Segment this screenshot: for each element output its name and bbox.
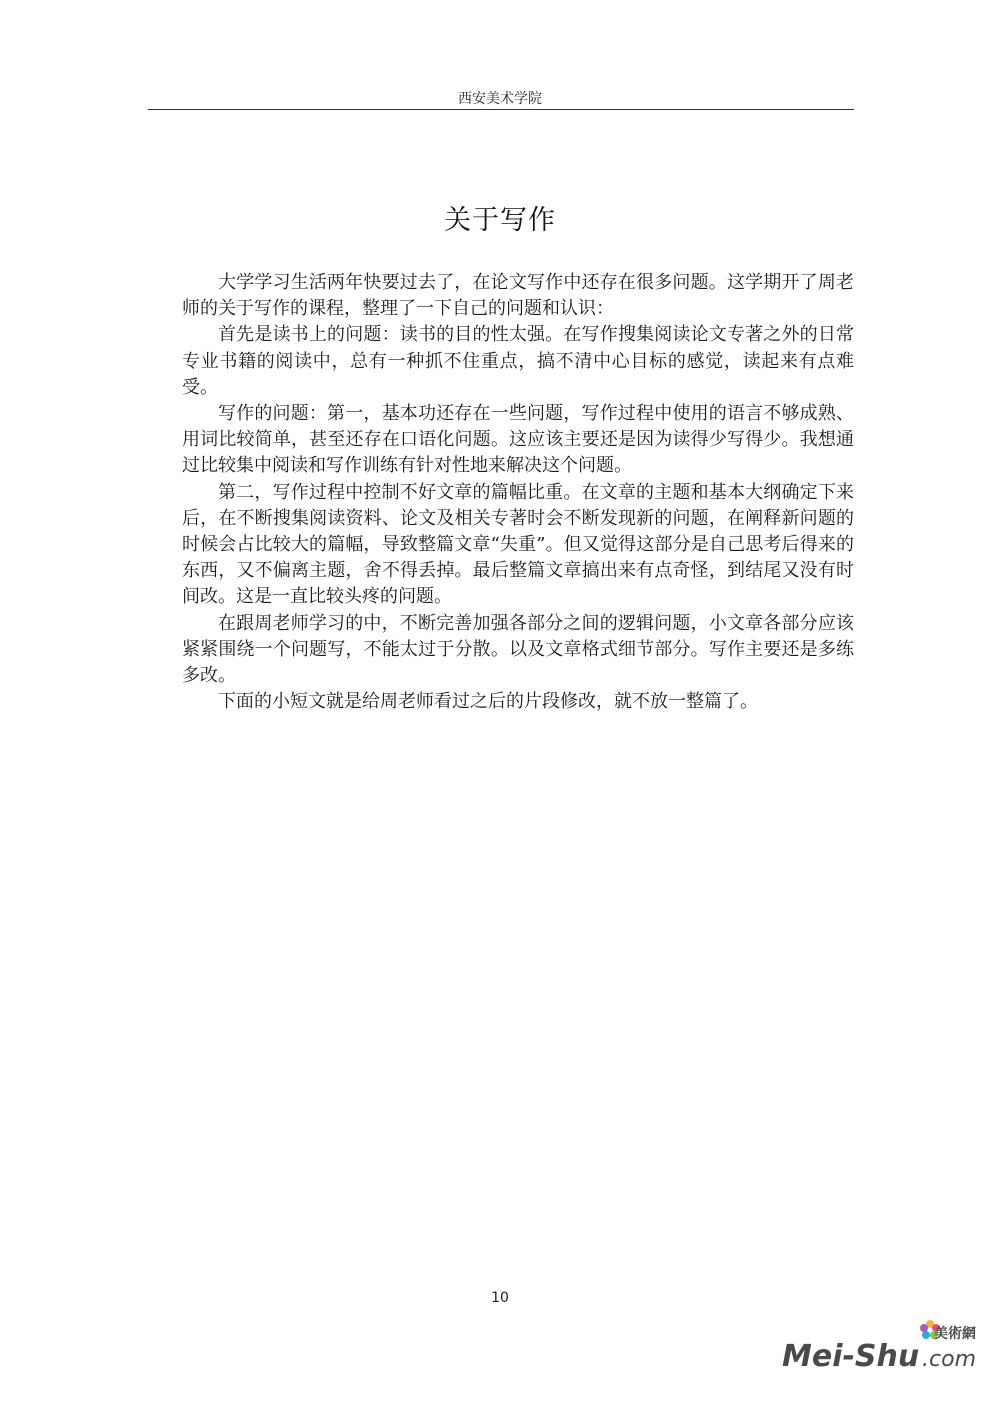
paragraph: 下面的小短文就是给周老师看过之后的片段修改，就不放一整篇了。 (218, 691, 758, 713)
paragraph: 在跟周老师学习的中，不断完善加强各部分之间的逻辑问题，小文章各部分应该紧紧围绕一个问题写，不能太过于分散。以及文章格式细节部分。写作主要还是多练多改。 (182, 612, 854, 687)
paragraph: 首先是读书上的问题：读书的目的性太强。在写作搜集阅读论文专著之外的日常专业书籍的阅读中，总有一种抓不住重点，搞不清中心目标的感觉，读起来有点难受。 (182, 324, 854, 398)
paragraph: 第二，写作过程中控制不好文章的篇幅比重。在文章的主题和基本大纲确定下来后，在不断搜集阅读资料、论文及相关专著时会不断发现新的问题，在阐释新问题的时候会占比较大的篇幅，导致整篇文章“失重”。但又觉得这部分是自己思考后得来的东西，又不偏离主题，舍不得丢掉。最后整篇文章搞出来有点奇怪，到结尾又没有时间改。这是一直比较头疼的问题。 (182, 481, 854, 608)
document-body (182, 270, 854, 715)
petal-5 (920, 1324, 928, 1332)
paragraph: 大学学习生活两年快要过去了，在论文写作中还存在很多问题。这学期开了周老师的关于写作的课程，整理了一下自己的问题和认识： (182, 272, 854, 320)
header-rule (148, 109, 854, 110)
document-title: 关于写作 (444, 205, 556, 236)
meishu-watermark-logo (780, 1316, 980, 1380)
watermark-brand: Mei-Shu (782, 1339, 920, 1374)
watermark-chinese: 美術網 (934, 1326, 976, 1342)
running-header: 西安美术学院 (458, 91, 542, 107)
paragraph: 写作的问题：第一，基本功还存在一些问题，写作过程中使用的语言不够成熟、用词比较简单，甚至还存在口语化问题。这应该主要还是因为读得少写得少。我想通过比较集中阅读和写作训练有针对性地来解决这个问题。 (182, 403, 854, 477)
watermark-suffix: .com (922, 1347, 976, 1372)
page-number: 10 (491, 1290, 509, 1306)
petal-4 (922, 1331, 930, 1339)
